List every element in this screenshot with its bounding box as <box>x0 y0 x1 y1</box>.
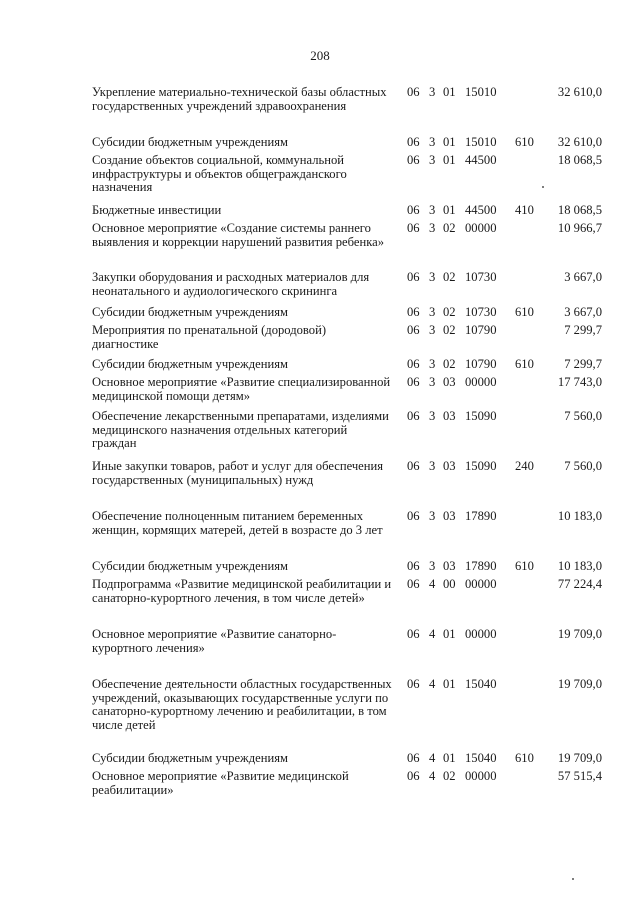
code-part: 15040 <box>465 677 497 691</box>
row-code <box>407 770 545 784</box>
code-part: 02 <box>443 221 456 235</box>
row-name: Основное мероприятие «Развитие санаторно-курортного лечения» <box>92 627 337 655</box>
row-name: Субсидии бюджетным учреждениям <box>92 751 288 765</box>
code-part: 4 <box>429 677 436 691</box>
code-part: 4 <box>429 627 436 641</box>
row-amount: 7 560,0 <box>564 459 602 473</box>
row-amount: 18 068,5 <box>557 203 602 217</box>
row-code <box>407 510 545 524</box>
row-amount: 17 743,0 <box>557 375 602 389</box>
code-part: 02 <box>443 270 456 284</box>
row-code <box>407 678 545 692</box>
code-part: 3 <box>429 323 436 337</box>
row-code <box>407 460 545 474</box>
table-row <box>0 222 640 267</box>
row-amount: 77 224,4 <box>557 577 602 591</box>
code-part: 00 <box>443 577 456 591</box>
code-part: 410 <box>515 203 534 217</box>
row-code <box>407 376 545 390</box>
row-name: Основное мероприятие «Создание системы раннего выявления и коррекции нарушений развития ребенка» <box>92 221 385 249</box>
code-part: 01 <box>443 751 456 765</box>
code-part: 06 <box>407 677 420 691</box>
row-name: Субсидии бюджетным учреждениям <box>92 305 288 319</box>
code-part: 06 <box>407 769 420 783</box>
code-part: 06 <box>407 509 420 523</box>
code-part: 01 <box>443 153 456 167</box>
code-part: 03 <box>443 559 456 573</box>
code-part: 06 <box>407 270 420 284</box>
row-amount: 3 667,0 <box>564 305 602 319</box>
table-row <box>0 752 640 767</box>
code-part: 06 <box>407 627 420 641</box>
row-amount: 19 709,0 <box>557 677 602 691</box>
scan-speck <box>542 186 544 188</box>
code-part: 610 <box>515 559 534 573</box>
code-part: 610 <box>515 305 534 319</box>
row-amount: 7 560,0 <box>564 409 602 423</box>
row-code <box>407 410 545 424</box>
table-row <box>0 358 640 373</box>
code-part: 3 <box>429 270 436 284</box>
code-part: 03 <box>443 375 456 389</box>
row-name: Обеспечение лекарственными препаратами, изделиями медицинского назначения отдельных категорий граждан <box>92 409 389 450</box>
row-code <box>407 752 545 766</box>
code-part: 3 <box>429 221 436 235</box>
code-part: 17890 <box>465 559 497 573</box>
code-part: 10790 <box>465 323 497 337</box>
row-name: Субсидии бюджетным учреждениям <box>92 357 288 371</box>
row-code <box>407 136 545 150</box>
row-amount: 10 966,7 <box>557 221 602 235</box>
page-number: 208 <box>310 48 330 63</box>
code-part: 10790 <box>465 357 497 371</box>
code-part: 02 <box>443 769 456 783</box>
table-row <box>0 410 640 455</box>
row-code <box>407 204 545 218</box>
table-row <box>0 306 640 321</box>
code-part: 06 <box>407 153 420 167</box>
row-name: Основное мероприятие «Развитие специализированной медицинской помощи детям» <box>92 375 391 403</box>
code-part: 06 <box>407 559 420 573</box>
code-part: 44500 <box>465 153 497 167</box>
table-row <box>0 560 640 575</box>
code-part: 15010 <box>465 85 497 99</box>
row-amount: 19 709,0 <box>557 751 602 765</box>
row-name: Укрепление материально-технической базы областных государственных учреждений здравоохранения <box>92 85 387 113</box>
code-part: 3 <box>429 85 436 99</box>
row-amount: 18 068,5 <box>557 153 602 167</box>
code-part: 00000 <box>465 627 497 641</box>
code-part: 3 <box>429 509 436 523</box>
code-part: 01 <box>443 627 456 641</box>
row-code <box>407 306 545 320</box>
code-part: 00000 <box>465 221 497 235</box>
code-part: 02 <box>443 323 456 337</box>
row-name: Обеспечение полноценным питанием беременных женщин, кормящих матерей, детей в возрасте до 3 лет <box>92 509 383 537</box>
row-amount: 7 299,7 <box>564 323 602 337</box>
code-part: 01 <box>443 85 456 99</box>
code-part: 06 <box>407 135 420 149</box>
code-part: 06 <box>407 357 420 371</box>
row-amount: 3 667,0 <box>564 270 602 284</box>
code-part: 06 <box>407 409 420 423</box>
code-part: 610 <box>515 135 534 149</box>
code-part: 01 <box>443 677 456 691</box>
row-name: Обеспечение деятельности областных государственных учреждений, оказывающих государственные услуги по санаторно-курортному лечению и реабилитации, в том числе детей <box>92 677 392 732</box>
row-amount: 57 515,4 <box>557 769 602 783</box>
code-part: 3 <box>429 135 436 149</box>
code-part: 06 <box>407 577 420 591</box>
code-part: 610 <box>515 357 534 371</box>
row-name: Иные закупки товаров, работ и услуг для обеспечения государственных (муниципальных) нужд <box>92 459 384 487</box>
code-part: 06 <box>407 221 420 235</box>
code-part: 4 <box>429 577 436 591</box>
code-part: 06 <box>407 305 420 319</box>
row-code <box>407 154 545 168</box>
code-part: 44500 <box>465 203 497 217</box>
row-code <box>407 628 545 642</box>
row-name: Мероприятия по пренатальной (дородовой) диагностике <box>92 323 327 351</box>
code-part: 00000 <box>465 375 497 389</box>
scan-speck <box>572 878 574 880</box>
code-part: 3 <box>429 375 436 389</box>
code-part: 02 <box>443 357 456 371</box>
table-row <box>0 376 640 406</box>
table-row <box>0 136 640 151</box>
code-part: 06 <box>407 375 420 389</box>
table-row <box>0 510 640 555</box>
table-row <box>0 324 640 354</box>
row-name: Подпрограмма «Развитие медицинской реабилитации и санаторно-курортного лечения, в том числе детей» <box>92 577 392 605</box>
row-name: Субсидии бюджетным учреждениям <box>92 559 288 573</box>
code-part: 3 <box>429 203 436 217</box>
code-part: 17890 <box>465 509 497 523</box>
row-amount: 7 299,7 <box>564 357 602 371</box>
code-part: 15090 <box>465 409 497 423</box>
row-name: Субсидии бюджетным учреждениям <box>92 135 288 149</box>
row-amount: 10 183,0 <box>557 559 602 573</box>
code-part: 610 <box>515 751 534 765</box>
table-row <box>0 154 640 199</box>
row-name: Бюджетные инвестиции <box>92 203 222 217</box>
code-part: 3 <box>429 459 436 473</box>
code-part: 03 <box>443 509 456 523</box>
table-row <box>0 578 640 623</box>
code-part: 3 <box>429 153 436 167</box>
table-row <box>0 204 640 219</box>
row-code <box>407 324 545 338</box>
table-row <box>0 271 640 301</box>
row-name: Создание объектов социальной, коммунальной инфраструктуры и объектов общегражданского назначения <box>92 153 347 194</box>
row-amount: 32 610,0 <box>557 135 602 149</box>
row-code <box>407 222 545 236</box>
code-part: 10730 <box>465 305 497 319</box>
table-row <box>0 460 640 505</box>
code-part: 00000 <box>465 577 497 591</box>
code-part: 15040 <box>465 751 497 765</box>
code-part: 03 <box>443 459 456 473</box>
code-part: 06 <box>407 323 420 337</box>
row-amount: 32 610,0 <box>557 85 602 99</box>
code-part: 4 <box>429 751 436 765</box>
code-part: 06 <box>407 459 420 473</box>
row-code <box>407 358 545 372</box>
code-part: 3 <box>429 559 436 573</box>
row-name: Закупки оборудования и расходных материалов для неонатального и аудиологического скрининга <box>92 270 370 298</box>
row-name: Основное мероприятие «Развитие медицинской реабилитации» <box>92 769 349 797</box>
code-part: 4 <box>429 769 436 783</box>
code-part: 01 <box>443 203 456 217</box>
table-row <box>0 86 640 131</box>
code-part: 10730 <box>465 270 497 284</box>
code-part: 02 <box>443 305 456 319</box>
row-code <box>407 578 545 592</box>
code-part: 00000 <box>465 769 497 783</box>
code-part: 3 <box>429 409 436 423</box>
code-part: 15090 <box>465 459 497 473</box>
row-amount: 19 709,0 <box>557 627 602 641</box>
table-row <box>0 770 640 800</box>
row-code <box>407 271 545 285</box>
code-part: 3 <box>429 305 436 319</box>
code-part: 06 <box>407 203 420 217</box>
code-part: 06 <box>407 85 420 99</box>
code-part: 240 <box>515 459 534 473</box>
code-part: 06 <box>407 751 420 765</box>
code-part: 03 <box>443 409 456 423</box>
row-code <box>407 560 545 574</box>
row-amount: 10 183,0 <box>557 509 602 523</box>
row-code <box>407 86 545 100</box>
code-part: 15010 <box>465 135 497 149</box>
table-row <box>0 678 640 738</box>
table-row <box>0 628 640 658</box>
code-part: 01 <box>443 135 456 149</box>
code-part: 3 <box>429 357 436 371</box>
